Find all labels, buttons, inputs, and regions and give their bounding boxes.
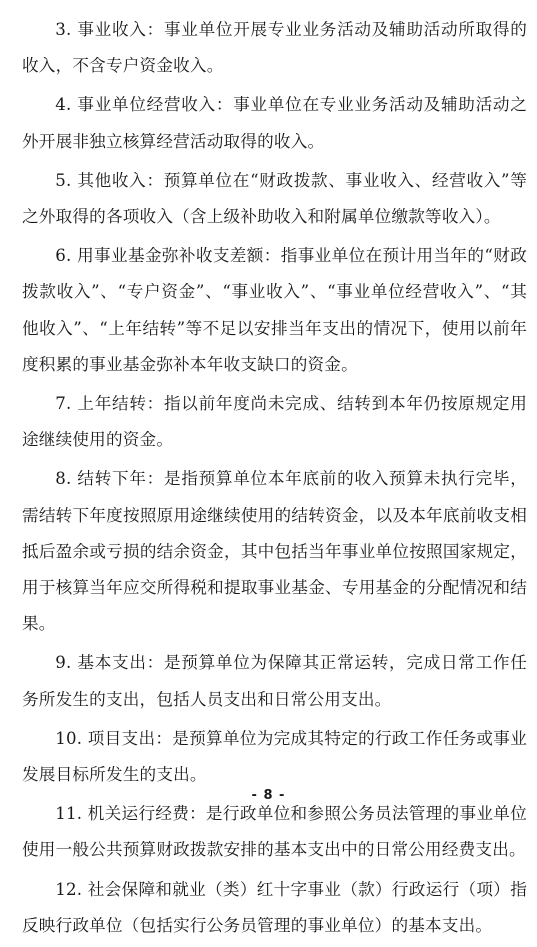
paragraph-project-expenditure: 10. 项目支出：是预算单位为完成其特定的行政工作任务或事业发展目标所发生的支出。 xyxy=(22,728,527,785)
paragraph-social-security-red-cross: 12. 社会保障和就业（类）红十字事业（款）行政运行（项）指反映行政单位（包括实行公务员管理的事业单位）的基本支出。 xyxy=(22,879,527,935)
paragraph-fund-offset: 6. 用事业基金弥补收支差额：指事业单位在预计用当年的“财政拨款收入”、“专户资金”、“事业收入”、“事业单位经营收入”、“其他收入”、“上年结转”等不足以安排当年支出的情况下，使用以前年度积累的事业基金弥补本年收支缺口的资金。 xyxy=(22,246,527,374)
paragraph-basic-expenditure: 9. 基本支出：是预算单位为保障其正常运转，完成日常工作任务所发生的支出，包括人员支出和日常公用支出。 xyxy=(22,653,527,709)
paragraph-carry-to-next-year: 8. 结转下年：是指预算单位本年底前的收入预算未执行完毕，需结转下年度按照原用途继续使用的结转资金，以及本年底前收支相抵后盈余或亏损的结余资金，其中包括当年事业单位按照国家规定，用于核算当年应交所得税和提取事业基金、专用基金的分配情况和结果。 xyxy=(22,469,527,634)
paragraph-business-operating-income: 4. 事业单位经营收入：事业单位在专业业务活动及辅助活动之外开展非独立核算经营活动取得的收入。 xyxy=(22,95,527,151)
document-body xyxy=(22,12,527,947)
paragraph-prior-year-carryover: 7. 上年结转：指以前年度尚未完成、结转到本年仍按原规定用途继续使用的资金。 xyxy=(22,394,527,450)
paragraph-business-income: 3. 事业收入：事业单位开展专业业务活动及辅助活动所取得的收入，不含专户资金收入。 xyxy=(22,20,527,76)
page-number: - 8 - xyxy=(251,788,286,803)
paragraph-operating-funds: 11. 机关运行经费：是行政单位和参照公务员法管理的事业单位使用一般公共预算财政拨款安排的基本支出中的日常公用经费支出。 xyxy=(22,804,527,860)
paragraph-other-income: 5. 其他收入：预算单位在“财政拨款、事业收入、经营收入”等之外取得的各项收入（含上级补助收入和附属单位缴款等收入）。 xyxy=(22,170,527,227)
